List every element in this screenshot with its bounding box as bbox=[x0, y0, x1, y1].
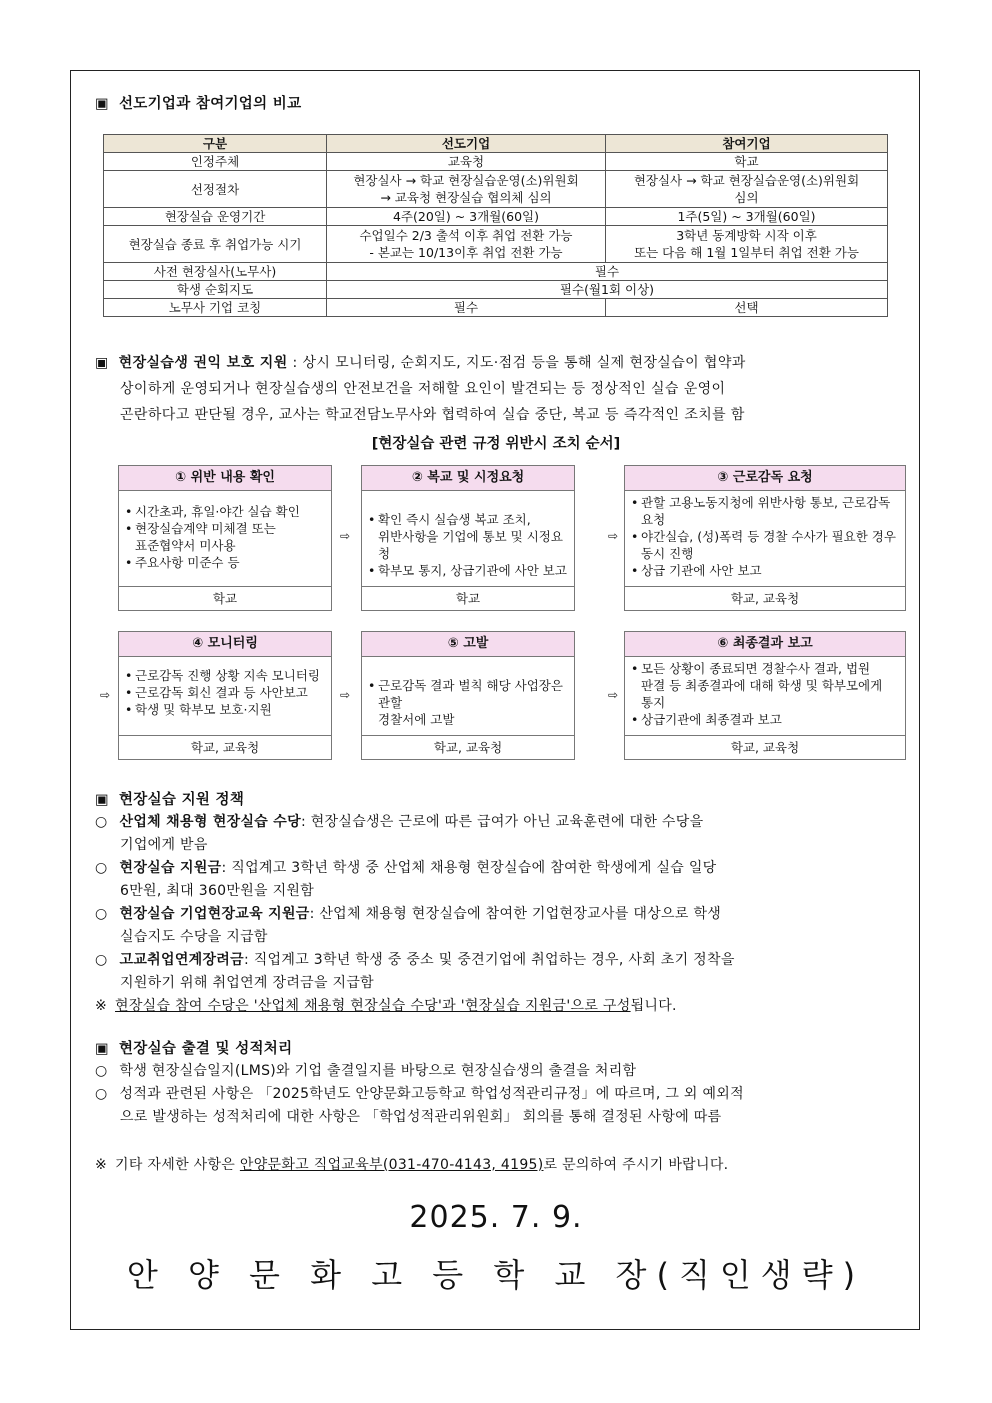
flow-step-3 bbox=[624, 465, 906, 611]
section1-title: ▣ 선도기업과 참여기업의 비교 bbox=[95, 96, 302, 112]
step-owner: 학교, 교육청 bbox=[119, 735, 331, 759]
merged-cell: 필수 bbox=[327, 263, 888, 281]
step-title: ② 복교 및 시정요청 bbox=[362, 466, 574, 491]
part-cell: 현장실사 → 학교 현장실습운영(소)위원회 심의 bbox=[606, 171, 888, 208]
attendance-list bbox=[95, 1060, 900, 1129]
arrow-right-icon: ⇨ bbox=[340, 688, 351, 702]
list-item: • 시간초과, 휴일·야간 실습 확인 bbox=[125, 503, 327, 520]
header-cell: 구분 bbox=[104, 135, 327, 153]
table-row bbox=[104, 281, 888, 299]
note-marker-icon: ※ bbox=[95, 1157, 108, 1173]
lead-cell: 필수 bbox=[327, 299, 606, 317]
merged-cell: 필수(월1회 이상) bbox=[327, 281, 888, 299]
section2-line: 곤란하다고 판단될 경우, 교사는 학교전담노무사와 협력하여 실습 중단, 복교 등 즉각적인 조치를 함 bbox=[120, 407, 745, 423]
list-item-continued: 6만원, 최대 360만원을 지원함 bbox=[120, 883, 315, 899]
row-label: 학생 순회지도 bbox=[104, 281, 327, 299]
list-item: • 상급 기관에 사안 보고 bbox=[631, 562, 901, 579]
square-marker-icon: ▣ bbox=[95, 96, 109, 112]
list-item: • 관할 고용노동지청에 위반사항 통보, 근로감독 요청 bbox=[631, 494, 901, 528]
table-row bbox=[104, 299, 888, 317]
circle-marker-icon: ○ bbox=[95, 814, 108, 830]
square-marker-icon: ▣ bbox=[95, 1041, 109, 1057]
section2-paragraph bbox=[95, 350, 900, 428]
contact-department: 안양문화고 직업교육부(031-470-4143, 4195) bbox=[239, 1157, 544, 1173]
list-item: • 상급기관에 최종결과 보고 bbox=[631, 711, 901, 728]
list-item: • 근로감독 회신 결과 등 사안보고 bbox=[125, 684, 327, 701]
header-cell: 참여기업 bbox=[606, 135, 888, 153]
row-label: 현장실습 운영기간 bbox=[104, 208, 327, 226]
circle-marker-icon: ○ bbox=[95, 1063, 108, 1079]
step-title: ④ 모니터링 bbox=[119, 632, 331, 657]
list-item-continued: 실습지도 수당을 지급함 bbox=[120, 929, 268, 945]
table-header-row bbox=[104, 135, 888, 153]
circle-marker-icon: ○ bbox=[95, 860, 108, 876]
list-item: ○ 산업체 채용형 현장실습 수당: 현장실습생은 근로에 따른 급여가 아닌 교육훈련에 대한 수당을 bbox=[95, 814, 704, 830]
section2-line: : 상시 모니터링, 순회지도, 지도·점검 등을 통해 실제 현장실습이 협약과 bbox=[292, 355, 746, 371]
list-item: ○ 고교취업연계장려금: 직업계고 3학년 학생 중 중소 및 중견기업에 취업하는 경우, 사회 초기 정착을 bbox=[95, 952, 735, 968]
flow-step-5 bbox=[361, 631, 575, 760]
flow-step-4 bbox=[118, 631, 332, 760]
list-item: • 확인 즉시 실습생 복교 조치, 위반사항을 기업에 통보 및 시정요청 bbox=[368, 511, 570, 562]
flow-subtitle: [현장실습 관련 규정 위반시 조치 순서] bbox=[371, 436, 621, 452]
list-item-continued: 으로 발생하는 성적처리에 대한 사항은 「학업성적관리위원회」 회의를 통해 결정된 사항에 따름 bbox=[120, 1109, 722, 1125]
lead-cell: 수업일수 2/3 출석 이후 취업 전환 가능 - 본교는 10/13이후 취업 전환 가능 bbox=[327, 226, 606, 263]
comparison-table bbox=[103, 134, 888, 317]
list-item: • 야간실습, (성)폭력 등 경찰 수사가 필요한 경우 동시 진행 bbox=[631, 528, 901, 562]
list-item: ○ 현장실습 기업현장교육 지원금: 산업체 채용형 현장실습에 참여한 기업현장교사를 대상으로 학생 bbox=[95, 906, 722, 922]
row-label: 노무사 기업 코칭 bbox=[104, 299, 327, 317]
table-row bbox=[104, 208, 888, 226]
step-owner: 학교, 교육청 bbox=[362, 735, 574, 759]
arrow-right-icon: ⇨ bbox=[608, 529, 619, 543]
note-marker-icon: ※ bbox=[95, 998, 108, 1014]
contact-note: ※ 기타 자세한 사항은 안양문화고 직업교육부(031-470-4143, 4195)로 문의하여 주시기 바랍니다. bbox=[95, 1157, 729, 1173]
list-item: • 학부모 통지, 상급기관에 사안 보고 bbox=[368, 562, 570, 579]
note: ※ 현장실습 참여 수당은 '산업체 채용형 현장실습 수당'과 '현장실습 지원금'으로 구성됩니다. bbox=[95, 998, 677, 1014]
part-cell: 3학년 동계방학 시작 이후 또는 다음 해 1월 1일부터 취업 전환 가능 bbox=[606, 226, 888, 263]
row-label: 인정주체 bbox=[104, 153, 327, 171]
list-item-continued: 지원하기 위해 취업연계 장려금을 지급함 bbox=[120, 975, 375, 991]
arrow-right-icon: ⇨ bbox=[608, 688, 619, 702]
list-item: ○ 현장실습 지원금: 직업계고 3학년 학생 중 산업체 채용형 현장실습에 참여한 학생에게 실습 일당 bbox=[95, 860, 717, 876]
step-title: ⑥ 최종결과 보고 bbox=[625, 632, 905, 657]
step-title: ⑤ 고발 bbox=[362, 632, 574, 657]
step-owner: 학교 bbox=[362, 586, 574, 610]
circle-marker-icon: ○ bbox=[95, 1086, 108, 1102]
flow-step-1 bbox=[118, 465, 332, 611]
table-row bbox=[104, 263, 888, 281]
section4-title: ▣ 현장실습 출결 및 성적처리 bbox=[95, 1041, 293, 1057]
step-title: ③ 근로감독 요청 bbox=[625, 466, 905, 491]
section3-title: ▣ 현장실습 지원 정책 bbox=[95, 792, 245, 808]
circle-marker-icon: ○ bbox=[95, 906, 108, 922]
row-label: 사전 현장실사(노무사) bbox=[104, 263, 327, 281]
table-row bbox=[104, 153, 888, 171]
table-row bbox=[104, 226, 888, 263]
square-marker-icon: ▣ bbox=[95, 792, 109, 808]
square-marker-icon: ▣ bbox=[95, 355, 109, 371]
arrow-right-icon: ⇨ bbox=[340, 529, 351, 543]
list-item-continued: 기업에게 받음 bbox=[120, 837, 208, 853]
row-label: 현장실습 종료 후 취업가능 시기 bbox=[104, 226, 327, 263]
part-cell: 학교 bbox=[606, 153, 888, 171]
step-owner: 학교, 교육청 bbox=[625, 586, 905, 610]
lead-cell: 현장실사 → 학교 현장실습운영(소)위원회 → 교육청 현장실습 협의체 심의 bbox=[327, 171, 606, 208]
step-owner: 학교, 교육청 bbox=[625, 735, 905, 759]
circle-marker-icon: ○ bbox=[95, 952, 108, 968]
table-row bbox=[104, 171, 888, 208]
arrow-right-icon: ⇨ bbox=[100, 688, 111, 702]
flow-step-6 bbox=[624, 631, 906, 760]
principal-signature: 안 양 문 화 고 등 학 교 장(직인생략) bbox=[126, 1256, 866, 1294]
list-item: • 학생 및 학부모 보호·지원 bbox=[125, 701, 327, 718]
flow-step-2 bbox=[361, 465, 575, 611]
document-date: 2025. 7. 9. bbox=[409, 1200, 583, 1235]
part-cell: 1주(5일) ~ 3개월(60일) bbox=[606, 208, 888, 226]
list-item: • 근로감독 진행 상황 지속 모니터링 bbox=[125, 667, 327, 684]
step-owner: 학교 bbox=[119, 586, 331, 610]
policy-list bbox=[95, 811, 900, 1018]
lead-cell: 교육청 bbox=[327, 153, 606, 171]
section2-title: 현장실습생 권익 보호 지원 bbox=[118, 355, 288, 371]
list-item: • 주요사항 미준수 등 bbox=[125, 554, 327, 571]
list-item: • 현장실습계약 미체결 또는 표준협약서 미사용 bbox=[125, 520, 327, 554]
step-title: ① 위반 내용 확인 bbox=[119, 466, 331, 491]
list-item: • 근로감독 결과 벌칙 해당 사업장은 관할 경찰서에 고발 bbox=[368, 677, 570, 728]
list-item: ○ 학생 현장실습일지(LMS)와 기업 출결일지를 바탕으로 현장실습생의 출결을 처리함 bbox=[95, 1063, 637, 1079]
list-item: • 모든 상황이 종료되면 경찰수사 결과, 법원 판결 등 최종결과에 대해 학생 및 학부모에게 통지 bbox=[631, 660, 901, 711]
row-label: 선정절차 bbox=[104, 171, 327, 208]
part-cell: 선택 bbox=[606, 299, 888, 317]
header-cell: 선도기업 bbox=[327, 135, 606, 153]
lead-cell: 4주(20일) ~ 3개월(60일) bbox=[327, 208, 606, 226]
section2-line: 상이하게 운영되거나 현장실습생의 안전보건을 저해할 요인이 발견되는 등 정상적인 실습 운영이 bbox=[120, 381, 726, 397]
list-item: ○ 성적과 관련된 사항은 「2025학년도 안양문화고등학교 학업성적관리규정」에 따르며, 그 외 예외적 bbox=[95, 1086, 744, 1102]
